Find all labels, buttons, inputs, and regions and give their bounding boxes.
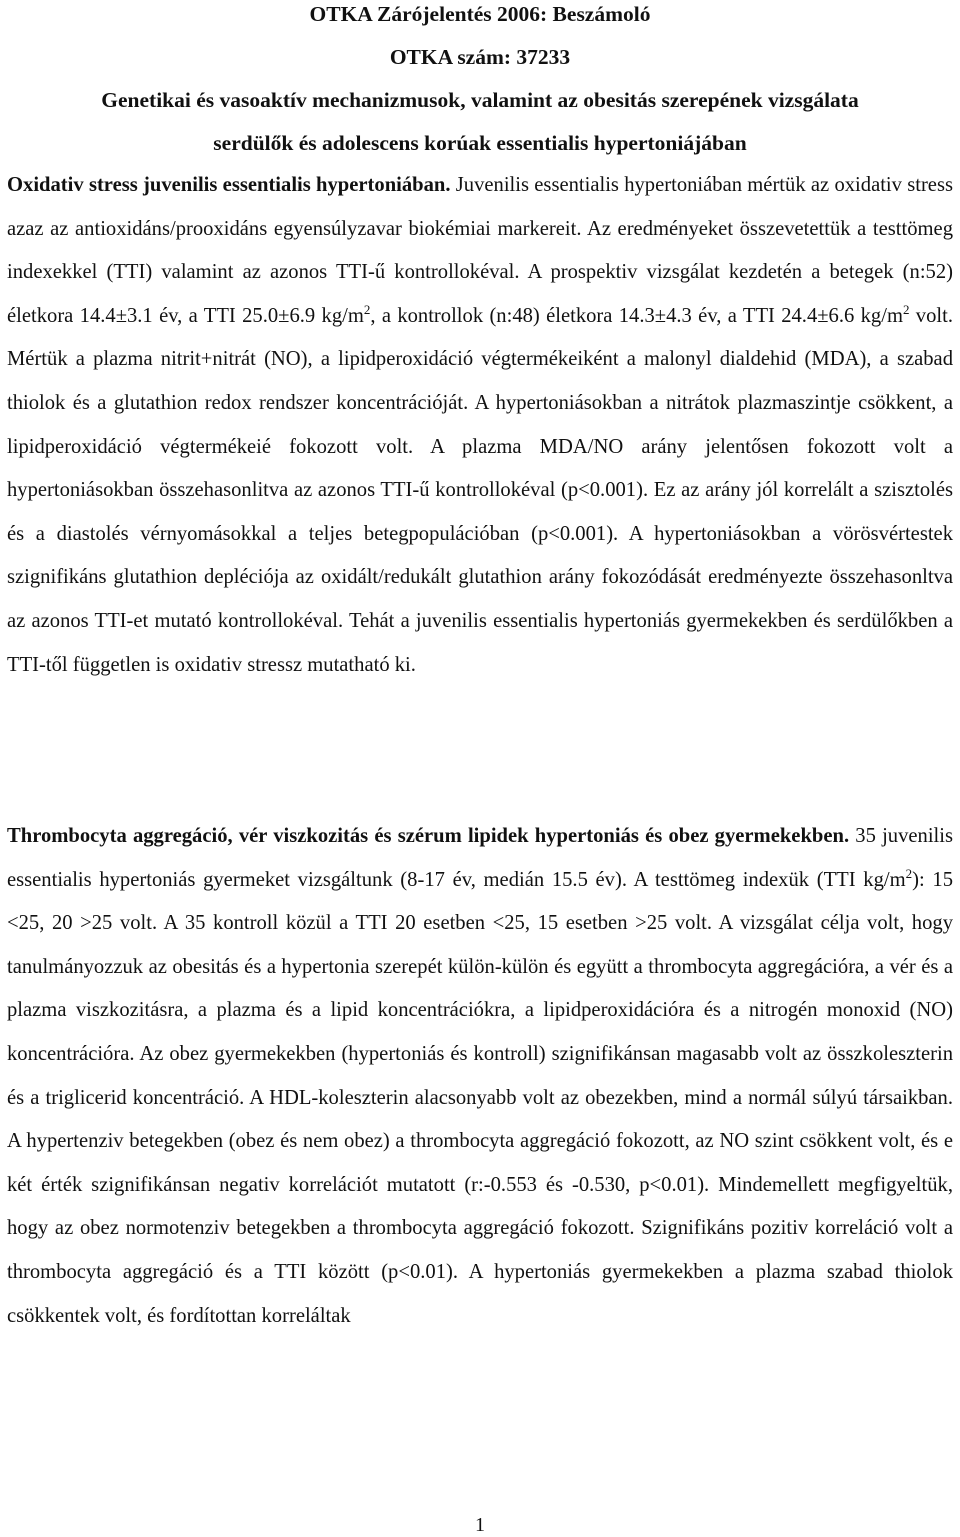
section-text: 35 juvenilis essentialis hypertoniás gyermeket vizsgáltunk (8-17 év, medián 15.5 év). A testtömeg indexük (TTI kg/m: [7, 825, 953, 891]
report-title: OTKA Zárójelentés 2006: Beszámoló: [309, 2, 651, 26]
section-heading-thrombocyte: Thrombocyta aggregáció, vér viszkozitás és szérum lipidek hypertoniás és obez gyermekekben.: [7, 825, 850, 847]
grant-number: OTKA szám: 37233: [389, 45, 571, 69]
section-thrombocyte-aggregation: [7, 815, 953, 1338]
section-text: Juvenilis essentialis hypertoniában mértük az oxidativ stress azaz az antioxidáns/prooxidáns egyensúlyzavar biokémiai markereit. Az eredményeket összevetettük a testtömeg indexekkel (TTI) valamint az azonos TTI-ű kontrollokéval. A prospektiv vizsgálat kezdetén a betegek (n:52) életkora 14.4±3.1 év, a TTI 25.0±6.9 kg/m: [7, 174, 953, 327]
section-text: , a kontrollok (n:48) életkora 14.3±4.3 év, a TTI 24.4±6.6 kg/m: [370, 304, 903, 327]
section-heading-oxidative-stress: Oxidativ stress juvenilis essentialis hypertoniában.: [7, 174, 451, 196]
section-text: ): 15 <25, 20 >25 volt. A 35 kontroll közül a TTI 20 esetben <25, 15 esetben >25 volt. A vizsgálat célja volt, hogy tanulmányozzuk az obesitás és a hypertonia szerepét külön-külön és együtt a thrombocyta aggregációra, a vér és a plazma viszkozitásra, a plazma és a lipid koncentrációkra, a lipidperoxidációra és a nitrogén monoxid (NO) koncentrációra. Az obez gyermekekben (hypertoniás és kontroll) szignifikánsan magasabb volt az összkoleszterin és a triglicerid koncentráció. A HDL-koleszterin alacsonyabb volt az obezekben, mind a normál súlyú társaikban. A hypertenziv betegekben (obez és nem obez) a thrombocyta aggregáció fokozott, az NO szint csökkent volt, és e két érték szignifikánsan negativ korrelációt mutatott (r:-0.553 és -0.530, p<0.01). Mindemellett megfigyeltük, hogy az obez normotenziv betegekben a thrombocyta aggregáció fokozott. Szignifikáns pozitiv korreláció volt a thrombocyta aggregáció és a TTI között (p<0.01). A hypertoniás gyermekekben a plazma szabad thiolok csökkentek volt, és fordítottan korreláltak: [7, 868, 953, 1327]
section-text: volt. Mértük a plazma nitrit+nitrát (NO), a lipidperoxidáció végtermékeiként a malonyl dialdehid (MDA), a szabad thiolok és a glutathion redox rendszer koncentrációját. A hypertoniásokban a nitrátok plazmaszintje csökkent, a lipidperoxidáció végtermékeié fokozott volt. A plazma MDA/NO arány jelentősen fokozott volt a hypertoniásokban összehasonlitva az azonos TTI-ű kontrollokéval (p<0.001). Ez az arány jól korrelált a szisztolés és a diastolés vérnyomásokkal a teljes betegpopulációban (p<0.001). A hypertoniásokban a vörösvértestek szignifikáns glutathion depléciója az oxidált/redukált glutathion arány fokozódását eredményezte összehasonltva az azonos TTI-et mutató kontrollokéval. Tehát a juvenilis essentialis hypertoniás gyermekekben és serdülőkben a TTI-től független is oxidativ stressz mutatható ki.: [7, 304, 953, 676]
superscript: 2: [902, 301, 910, 317]
section-oxidative-stress: [7, 164, 953, 687]
project-title-line-2: serdülők és adolescens korúak essentialis hypertoniájában: [213, 131, 747, 155]
page-number: 1: [475, 1514, 485, 1536]
project-title-line-1: Genetikai és vasoaktív mechanizmusok, valamint az obesitás szerepének vizsgálata: [101, 88, 859, 112]
superscript: 2: [363, 301, 371, 317]
superscript: 2: [905, 865, 913, 881]
